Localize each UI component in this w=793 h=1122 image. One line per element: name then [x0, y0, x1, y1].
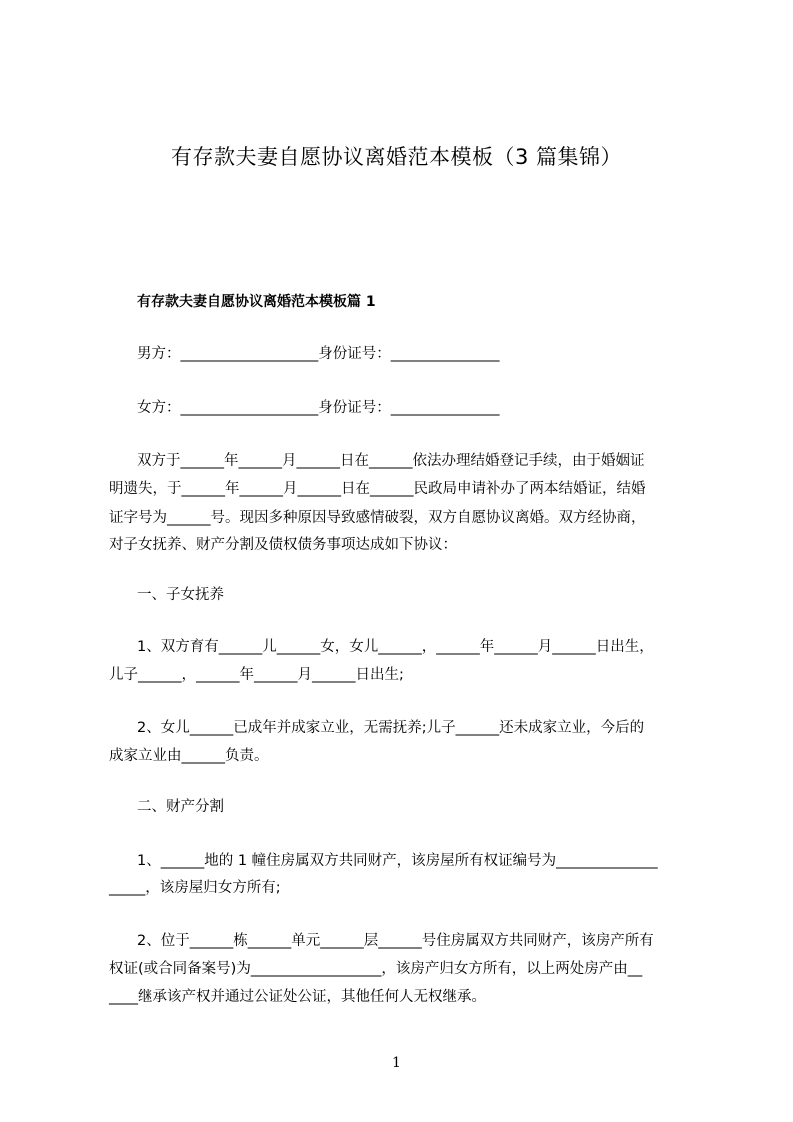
- paragraph-line: 2、女儿______已成年并成家立业，无需抚养;儿子______还未成家立业，今后的: [137, 720, 645, 736]
- paragraph-line: _____，该房屋归女方所有;: [109, 880, 281, 896]
- page-number: 1: [392, 1055, 401, 1071]
- paragraph-line: 成家立业由______负责。: [109, 748, 269, 764]
- paragraph-line: 明遗失，于______年______月______日在______民政局申请补办了两本结婚证，结婚: [109, 481, 646, 497]
- paragraph-line: 对子女抚养、财产分割及债权债务事项达成如下协议：: [109, 537, 457, 553]
- paragraph-line: 儿子______，______年______月______日出生;: [109, 667, 404, 683]
- subsection-heading-children: 一、子女抚养: [137, 587, 224, 603]
- paragraph-line: 1、双方育有______儿______女，女儿______，______年______月______日出生，: [137, 639, 654, 655]
- paragraph-line: 2、位于______栋______单元______层______号住房属双方共同财产，该房产所有: [137, 933, 654, 949]
- document-title: 有存款夫妻自愿协议离婚范本模板（3 篇集锦）: [170, 145, 623, 169]
- section-heading: 有存款夫妻自愿协议离婚范本模板篇 1: [137, 294, 376, 310]
- subsection-heading-property: 二、财产分割: [137, 799, 224, 815]
- paragraph-line: 1、______地的 1 幢住房属双方共同财产，该房屋所有权证编号为______________: [137, 853, 658, 869]
- male-party-line: 男方：___________________身份证号：_______________: [137, 346, 500, 362]
- female-party-line: 女方：___________________身份证号：_______________: [137, 400, 500, 416]
- paragraph-line: 证字号为______号。现因多种原因导致感情破裂，双方自愿协议离婚。双方经协商，: [109, 510, 646, 526]
- paragraph-line: 双方于______年______月______日在______依法办理结婚登记手续，由于婚姻证: [137, 453, 645, 469]
- paragraph-line: ____继承该产权并通过公证处公证，其他任何人无权继承。: [109, 989, 486, 1005]
- paragraph-line: 权证(或合同备案号)为__________________，该房产归女方所有，以上两处房产由__: [109, 961, 643, 977]
